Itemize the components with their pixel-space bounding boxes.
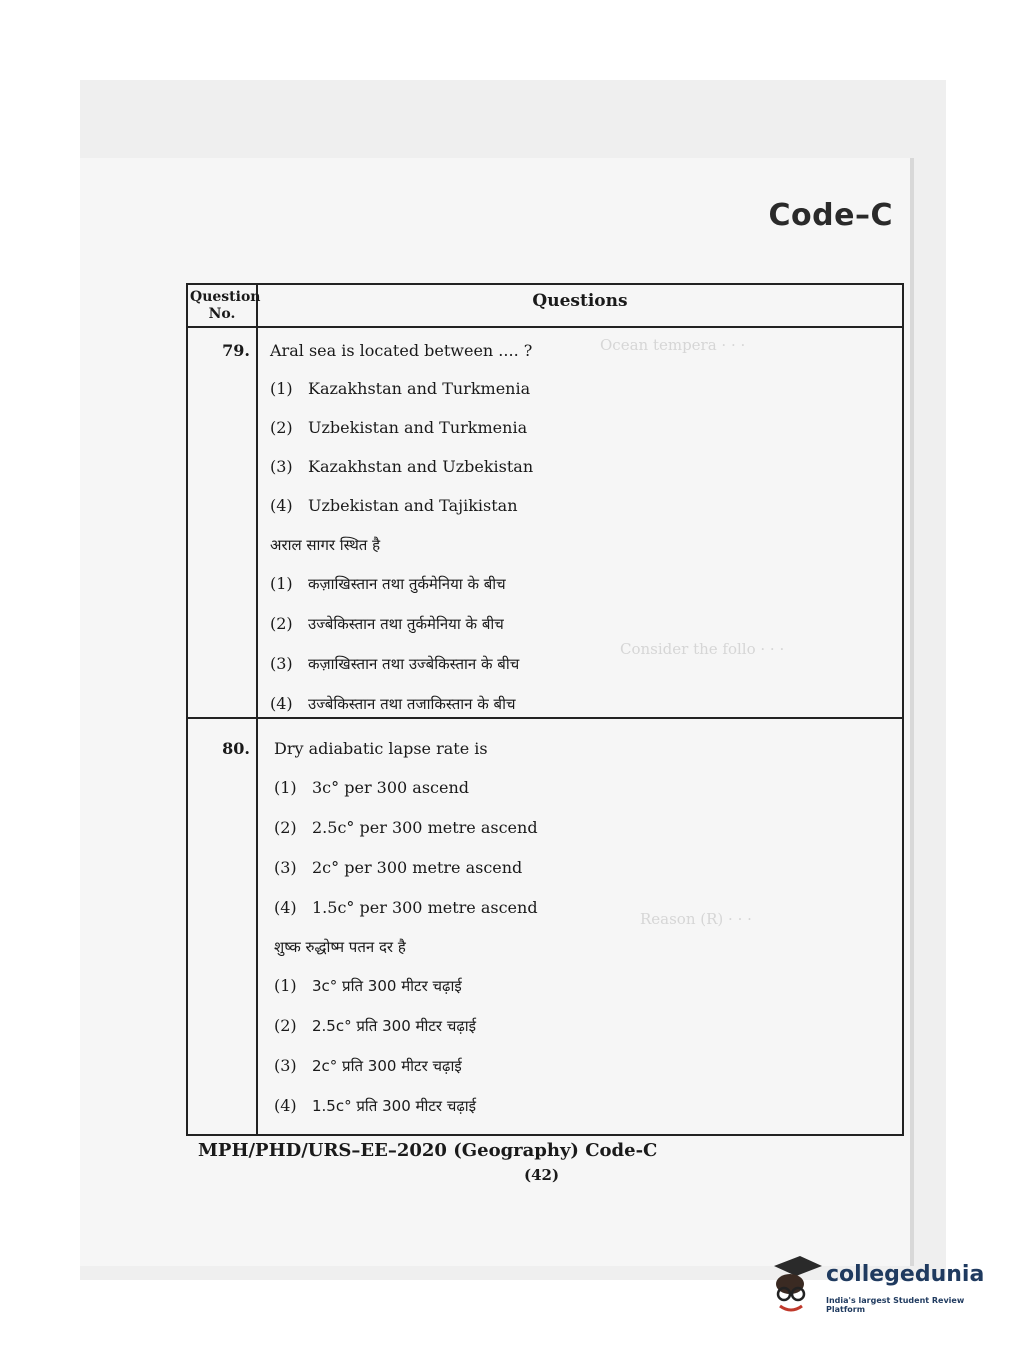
question-number: 80. [222,739,250,758]
collegedunia-watermark [766,1250,996,1324]
watermark-tagline: India's largest Student Review Platform [826,1296,965,1314]
option-hi: (2) 2.5c° प्रति 300 मीटर चढ़ाई [274,1016,477,1035]
option-hi: (1) कज़ाखिस्तान तथा तुर्कमेनिया के बीच [270,574,506,593]
code-heading: Code–C [768,198,893,233]
questions-header: Questions [532,291,628,311]
option-en: (3) 2c° per 300 metre ascend [274,858,523,877]
question-text-hi: शुष्क रुद्धोष्म पतन दर है [274,938,406,956]
question-text-en: Aral sea is located between .... ? [270,341,533,360]
question-no-header: Question No. [190,289,261,322]
option-hi: (4) 1.5c° प्रति 300 मीटर चढ़ाई [274,1096,477,1115]
option-en: (2) 2.5c° per 300 metre ascend [274,818,538,837]
option-en: (4) Uzbekistan and Tajikistan [270,496,518,515]
option-en: (1) Kazakhstan and Turkmenia [270,379,531,398]
question-text-hi: अराल सागर स्थित है [270,536,381,554]
option-hi: (3) कज़ाखिस्तान तथा उज्बेकिस्तान के बीच [270,654,520,673]
option-hi: (3) 2c° प्रति 300 मीटर चढ़ाई [274,1056,462,1075]
option-en: (2) Uzbekistan and Turkmenia [270,418,528,437]
question-table [186,283,904,1136]
option-hi: (1) 3c° प्रति 300 मीटर चढ़ाई [274,976,462,995]
option-en: (4) 1.5c° per 300 metre ascend [274,898,538,917]
bleed-through: Ocean tempera · · · [600,336,746,354]
student-mascot-icon [766,1252,822,1322]
column-divider [256,285,258,1134]
row-divider [188,717,902,719]
question-number: 79. [222,341,250,360]
option-hi: (4) उज्बेकिस्तान तथा तजाकिस्तान के बीच [270,694,516,713]
option-hi: (2) उज्बेकिस्तान तथा तुर्कमेनिया के बीच [270,614,504,633]
exam-footer: MPH/PHD/URS–EE–2020 (Geography) Code-C [198,1140,658,1161]
option-en: (1) 3c° per 300 ascend [274,778,470,797]
page-number: (42) [524,1166,560,1184]
bleed-through: Consider the follo · · · [620,640,785,658]
header-divider [188,326,902,328]
option-en: (3) Kazakhstan and Uzbekistan [270,457,534,476]
watermark-name: collegedunia [826,1262,985,1287]
bleed-through: Reason (R) · · · [640,910,752,928]
question-text-en: Dry adiabatic lapse rate is [274,739,488,758]
